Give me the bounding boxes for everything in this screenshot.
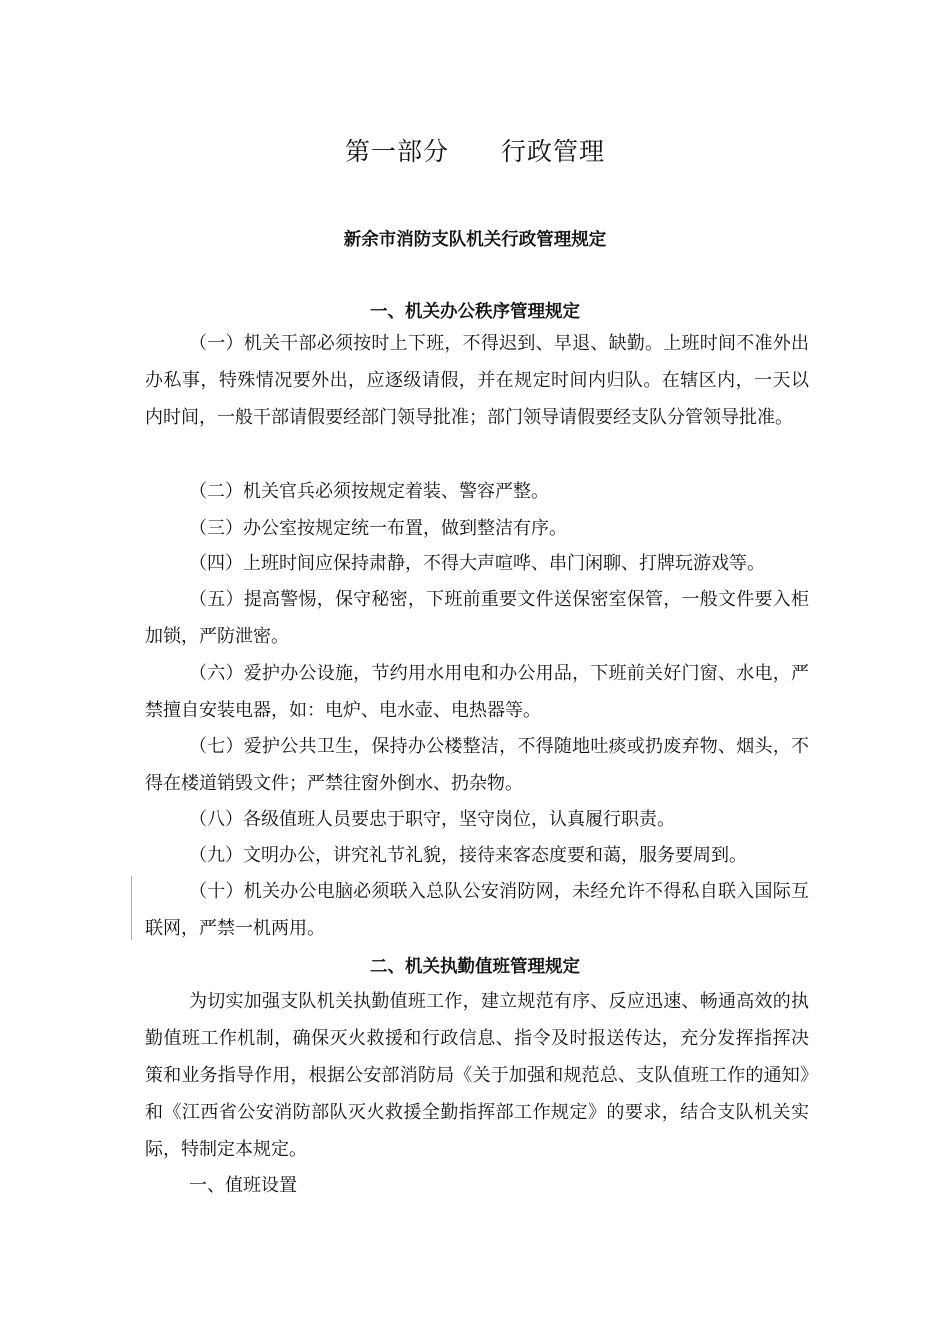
part-title: 第一部分 行政管理: [344, 137, 605, 166]
paragraph-6: （六）爱护办公设施，节约用水用电和办公用品，下班前关好门窗、水电，严禁擅自安装电器，如：电炉、电水壶、电热器等。: [145, 663, 809, 721]
paragraph-7: （七）爱护公共卫生，保持办公楼整洁，不得随地吐痰或扔废弃物、烟头，不得在楼道销毁文件；严禁往窗外倒水、扔杂物。: [145, 736, 809, 794]
paragraph-9: （九）文明办公，讲究礼节礼貌，接待来客态度要和蔼，服务要周到。: [189, 845, 747, 866]
paragraph-duty-setup: 一、值班设置: [189, 1175, 297, 1196]
paragraph-5: （五）提高警惕，保守秘密，下班前重要文件送保密室保管，一般文件要入柜加锁，严防泄密。: [145, 589, 809, 647]
paragraph-3: （三）办公室按规定统一布置，做到整洁有序。: [189, 518, 567, 539]
paragraph-8: （八）各级值班人员要忠于职守，坚守岗位，认真履行职责。: [189, 809, 675, 830]
paragraph-1: （一）机关干部必须按时上下班，不得迟到、早退、缺勤。上班时间不准外出办私事，特殊情况要外出，应逐级请假，并在规定时间内归队。在辖区内，一天以内时间，一般干部请假要经部门领导批准；部门领导请假要经支队分管领导批准。: [145, 333, 809, 428]
section-heading-office-order: 一、机关办公秩序管理规定: [370, 302, 580, 322]
document-title: 新余市消防支队机关行政管理规定: [343, 230, 607, 250]
paragraph-10: （十）机关办公电脑必须联入总队公安消防网，未经允许不得私自联入国际互联网，严禁一机两用。: [145, 881, 809, 939]
margin-change-bar: [131, 876, 132, 940]
section-heading-duty: 二、机关执勤值班管理规定: [370, 957, 580, 977]
paragraph-duty-intro: 为切实加强支队机关执勤值班工作，建立规范有序、反应迅速、畅通高效的执勤值班工作机制，确保灭火救援和行政信息、指令及时报送传达，充分发挥指挥决策和业务指导作用，根据公安部消防局《关于加强和规范总、支队值班工作的通知》和《江西省公安消防部队灭火救援全勤指挥部工作规定》的要求，结合支队机关实际，特制定本规定。: [145, 991, 809, 1160]
paragraph-2: （二）机关官兵必须按规定着装、警容严整。: [189, 481, 549, 502]
paragraph-4: （四）上班时间应保持肃静，不得大声喧哗、串门闲聊、打牌玩游戏等。: [189, 553, 765, 574]
